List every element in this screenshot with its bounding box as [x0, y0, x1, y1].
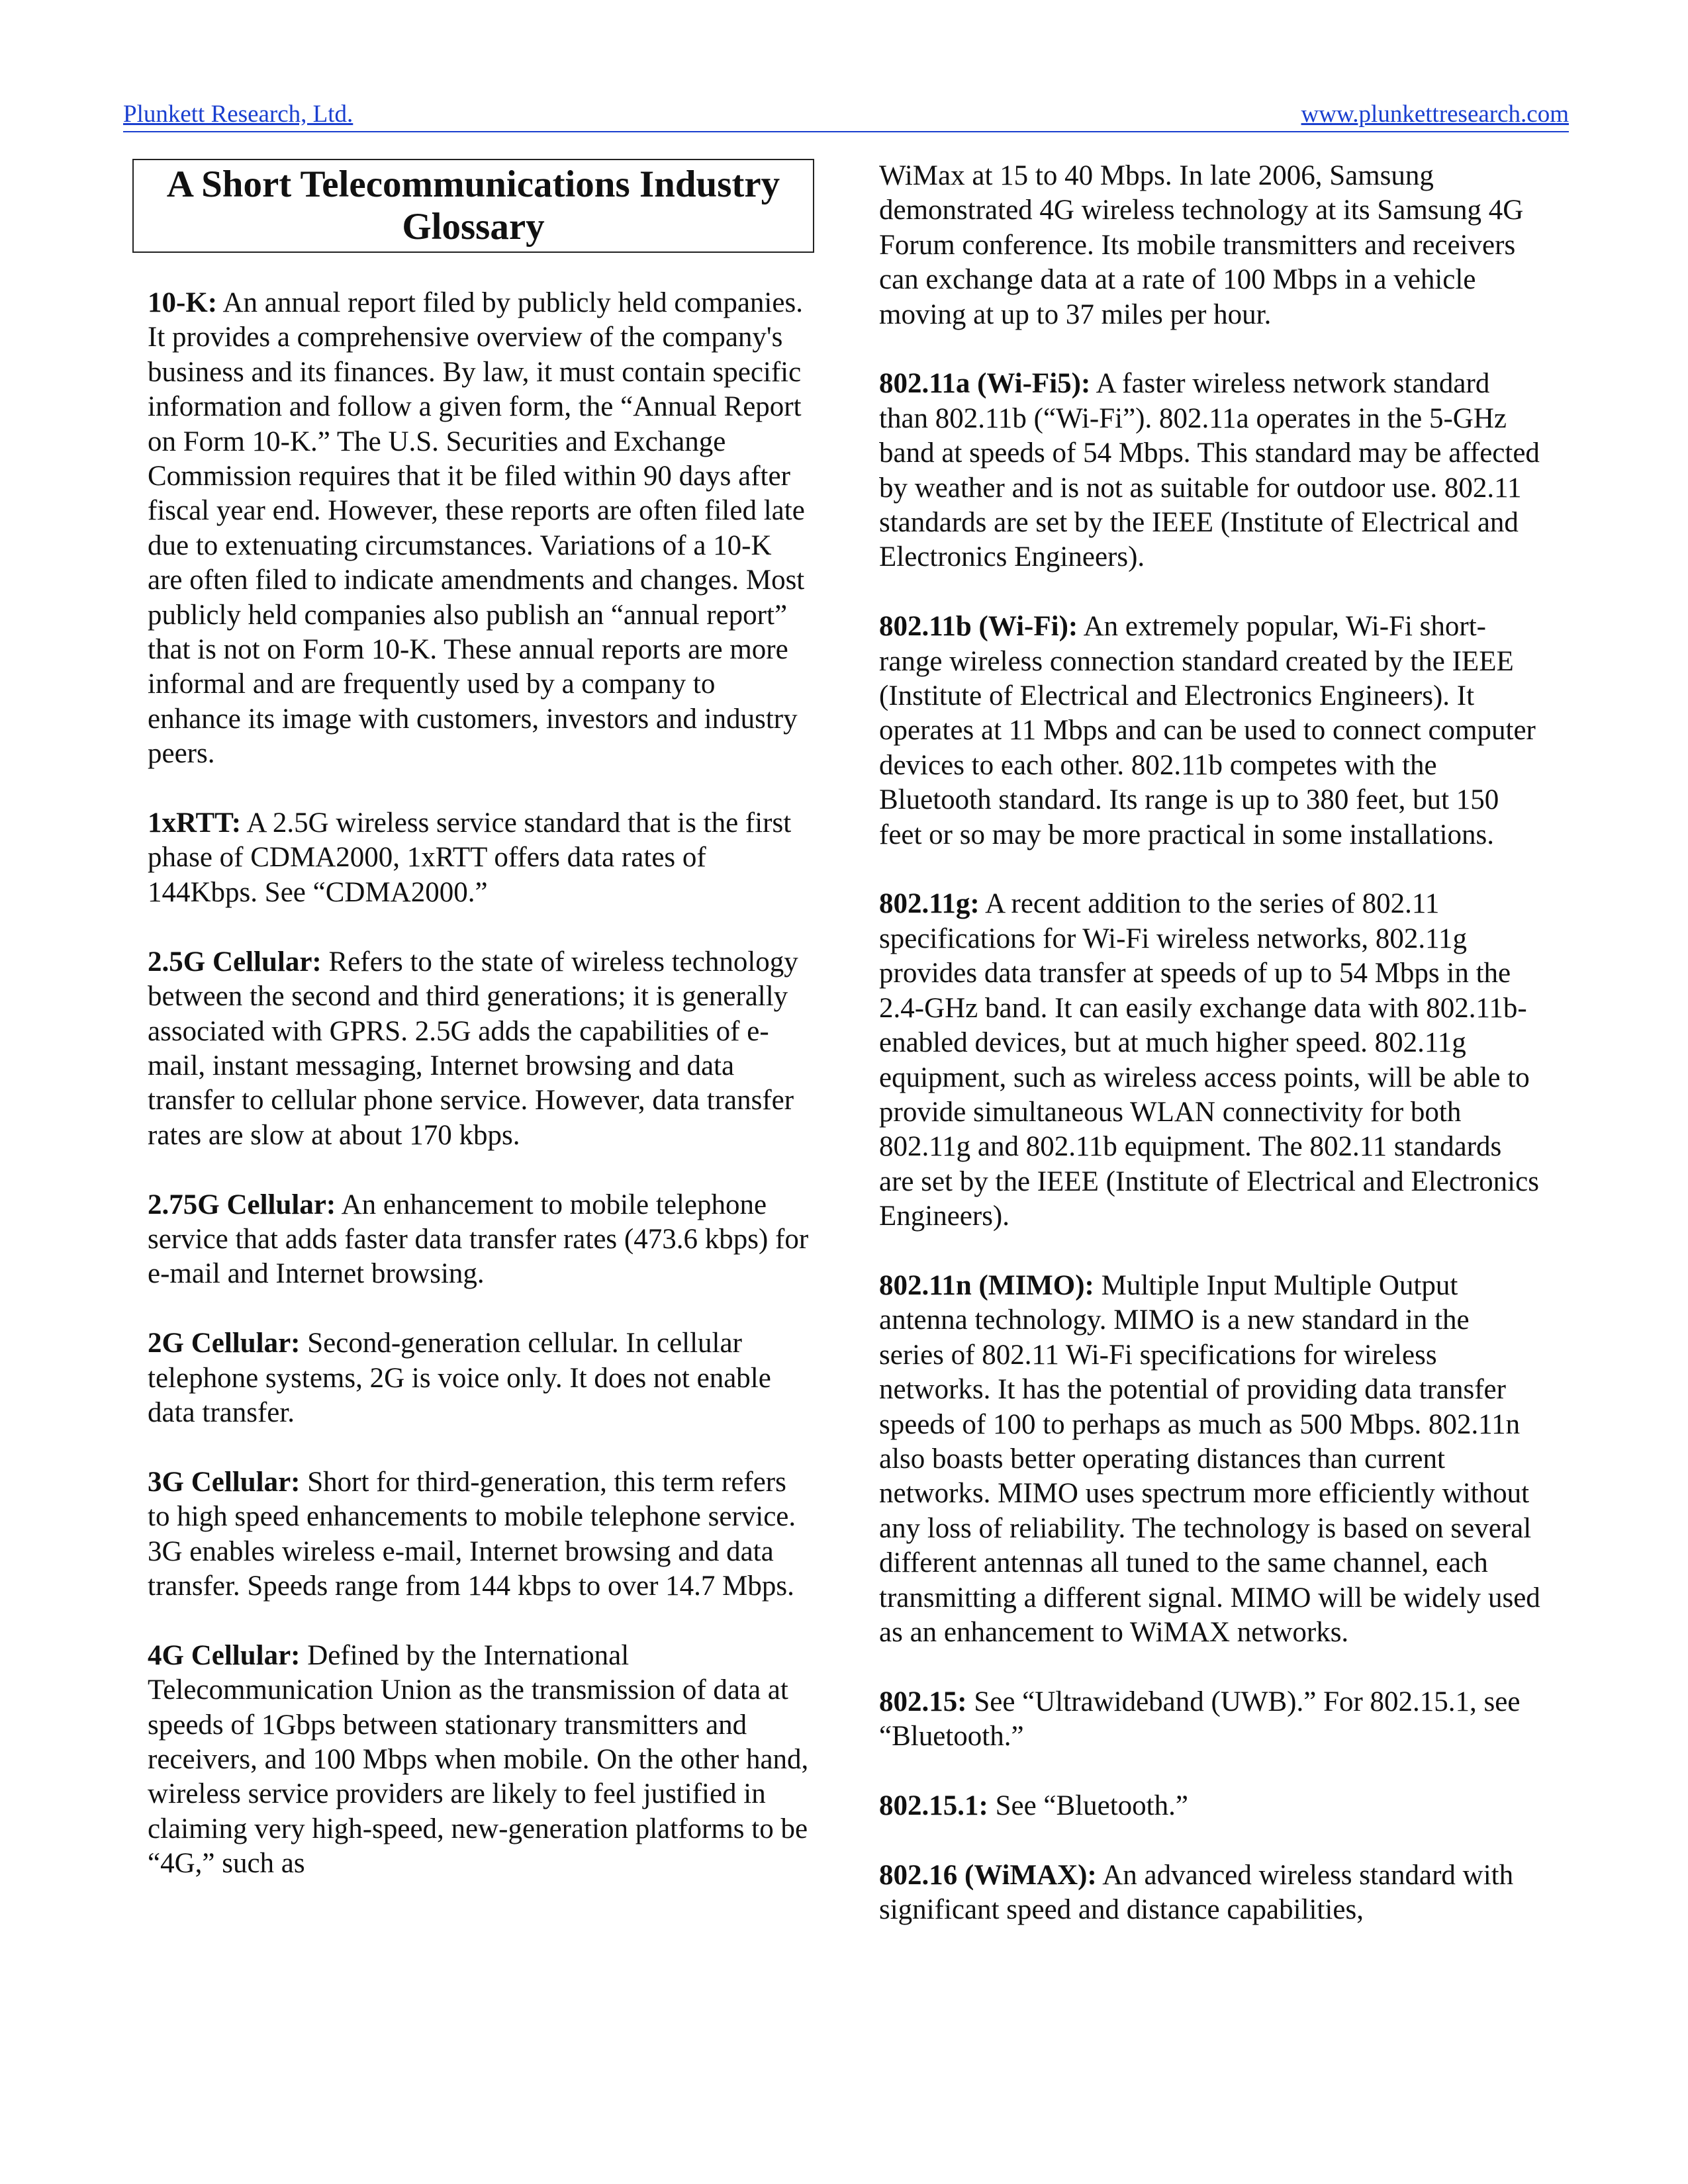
glossary-entry [148, 806, 813, 910]
glossary-title-box [132, 159, 814, 253]
glossary-entry [148, 1639, 813, 1882]
glossary-entry [879, 367, 1541, 574]
glossary-term: 2.5G Cellular: [148, 946, 322, 978]
glossary-entry [879, 1858, 1541, 1928]
glossary-definition: Multiple Input Multiple Output antenna technology. MIMO is a new standard in the series of 802.11 Wi-Fi specifications for wireless networks. It has the potential of providing data transfer speeds of 100 to perhaps as much as 500 Mbps. 802.11n also boasts better operating distances than current networks. MIMO uses spectrum more efficiently without any loss of reliability. The technology is based on several different antennas all tuned to the same channel, each transmitting a different signal. MIMO will be widely used as an enhancement to WiMAX networks. [879, 1269, 1540, 1648]
header-company-link[interactable]: Plunkett Research, Ltd. [123, 101, 353, 128]
glossary-term: 2G Cellular: [148, 1328, 301, 1359]
glossary-definition: An extremely popular, Wi-Fi short-range wireless connection standard created by the IEEE (Institute of Electrical and Electronics Engineers). It operates at 11 Mbps and can be used to connect computer devices to each other. 802.11b competes with the Bluetooth standard. Its range is up to 380 feet, but 150 feet or so may be more practical in some installations. [879, 611, 1536, 850]
glossary-entry [879, 1789, 1541, 1823]
glossary-term: 802.15: [879, 1686, 967, 1717]
glossary-term: 10-K: [148, 287, 218, 318]
glossary-entry-continued [879, 159, 1541, 332]
glossary-term: 802.11a (Wi-Fi5): [879, 368, 1091, 400]
glossary-definition: Defined by the International Telecommunication Union as the transmission of data at speeds of 1Gbps between stationary transmitters and receivers, and 100 Mbps when mobile. On the other hand, wireless service providers are likely to feel justified in claiming very high-speed, new-generation platforms to be “4G,” such as [148, 1639, 809, 1880]
glossary-definition: Short for third-generation, this term refers to high speed enhancements to mobile telephone service. 3G enables wireless e-mail, Internet browsing and data transfer. Speeds range from 144 kbps to over 14.7 Mbps. [148, 1466, 796, 1602]
glossary-term: 802.11n (MIMO): [879, 1269, 1094, 1301]
glossary-definition: An enhancement to mobile telephone service that adds faster data transfer rates (473.6 kbps) for e-mail and Internet browsing. [148, 1189, 809, 1290]
page-title: A Short Telecommunications Industry Glossary [166, 163, 780, 248]
glossary-entry [148, 1465, 813, 1604]
glossary-term: 802.11b (Wi-Fi): [879, 611, 1078, 643]
glossary-entry [148, 945, 813, 1153]
glossary-term: 802.16 (WiMAX): [879, 1859, 1097, 1891]
glossary-definition: An annual report filed by publicly held companies. It provides a comprehensive overview of the company's business and its finances. By law, it must contain specific information and follow a given form, the “Annual Report on Form 10-K.” The U.S. Securities and Exchange Commission requires that it be filed within 90 days after fiscal year end. However, these reports are often filed late due to extenuating circumstances. Variations of a 10-K are often filed to indicate amendments and changes. Most publicly held companies also publish an “annual report” that is not on Form 10-K. These annual reports are more informal and are frequently used by a company to enhance its image with customers, investors and industry peers. [148, 287, 805, 770]
glossary-term: 2.75G Cellular: [148, 1189, 336, 1220]
glossary-definition: See “Ultrawideband (UWB).” For 802.15.1, see “Bluetooth.” [879, 1686, 1521, 1752]
glossary-entry [148, 286, 813, 772]
left-column [148, 286, 813, 1916]
glossary-entry [148, 1188, 813, 1292]
glossary-definition: A 2.5G wireless service standard that is the first phase of CDMA2000, 1xRTT offers data rates of 144Kbps. See “CDMA2000.” [148, 807, 792, 908]
page-header [123, 99, 1569, 132]
glossary-entry [879, 887, 1541, 1234]
glossary-definition: WiMax at 15 to 40 Mbps. In late 2006, Samsung demonstrated 4G wireless technology at its Samsung 4G Forum conference. Its mobile transmitters and receivers can exchange data at a rate of 100 Mbps in a vehicle moving at up to 37 miles per hour. [879, 160, 1524, 330]
glossary-term: 4G Cellular: [148, 1639, 301, 1671]
right-column [879, 159, 1541, 1962]
glossary-term: 802.11g: [879, 888, 980, 920]
glossary-definition: Refers to the state of wireless technology between the second and third generations; it is generally associated with GPRS. 2.5G adds the capabilities of e-mail, instant messaging, Internet browsing and data transfer to cellular phone service. However, data transfer rates are slow at about 170 kbps. [148, 946, 798, 1151]
header-website-link[interactable]: www.plunkettresearch.com [1301, 101, 1569, 128]
glossary-definition: An advanced wireless standard with significant speed and distance capabilities, [879, 1859, 1514, 1926]
glossary-entry [879, 1269, 1541, 1650]
glossary-entry [879, 610, 1541, 852]
glossary-definition: See “Bluetooth.” [988, 1790, 1188, 1821]
glossary-definition: Second-generation cellular. In cellular telephone systems, 2G is voice only. It does not enable data transfer. [148, 1328, 771, 1428]
glossary-term: 1xRTT: [148, 807, 242, 839]
glossary-entry [879, 1685, 1541, 1754]
glossary-definition: A faster wireless network standard than 802.11b (“Wi-Fi”). 802.11a operates in the 5-GHz band at speeds of 54 Mbps. This standard may be affected by weather and is not as suitable for outdoor use. 802.11 standards are set by the IEEE (Institute of Electrical and Electronics Engineers). [879, 368, 1540, 573]
glossary-definition: A recent addition to the series of 802.11 specifications for Wi-Fi wireless networks, 802.11g provides data transfer at speeds of up to 54 Mbps in the 2.4-GHz band. It can easily exchange data with 802.11b-enabled devices, but at much higher speed. 802.11g equipment, such as wireless access points, will be able to provide simultaneous WLAN connectivity for both 802.11g and 802.11b equipment. The 802.11 standards are set by the IEEE (Institute of Electrical and Electronics Engineers). [879, 888, 1539, 1232]
glossary-entry [148, 1326, 813, 1430]
glossary-term: 3G Cellular: [148, 1466, 301, 1498]
glossary-term: 802.15.1: [879, 1790, 988, 1821]
